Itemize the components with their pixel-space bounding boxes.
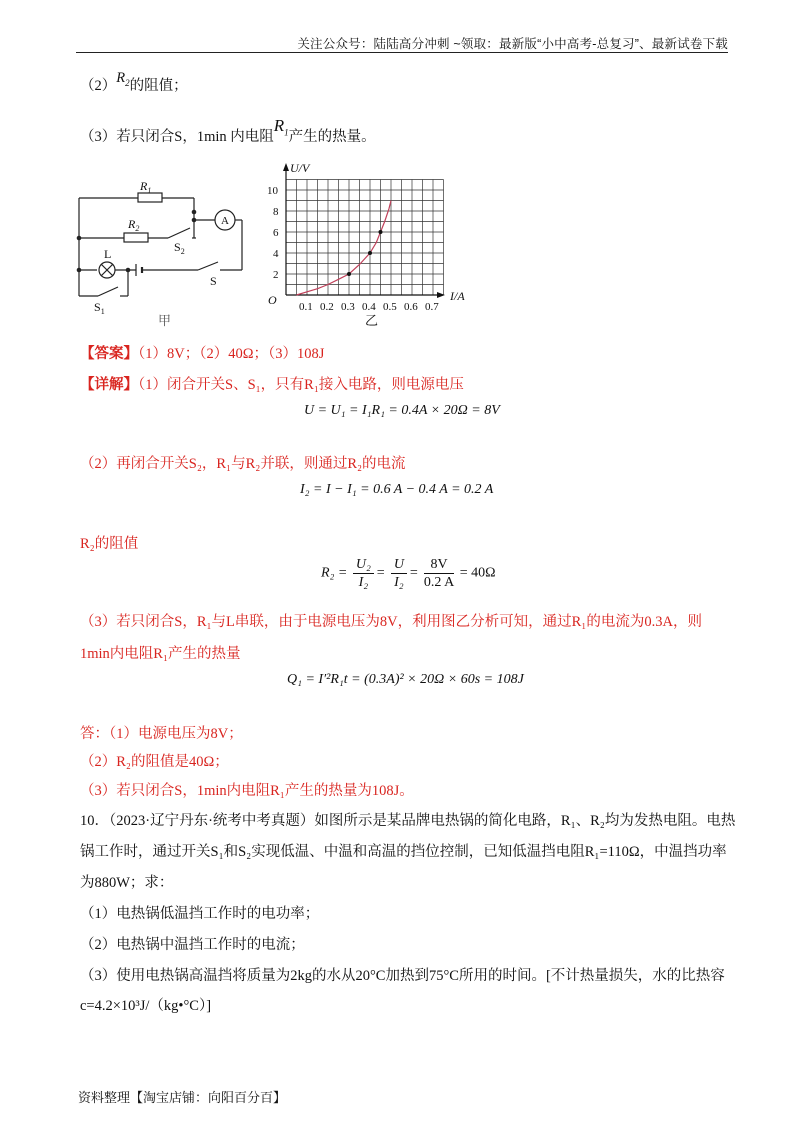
detail-tag: 【详解】: [80, 377, 138, 393]
equation-1: U = U₁ = I₁R₁ = 0.4A × 20Ω = 8V: [304, 403, 500, 418]
curve-point: [379, 230, 383, 234]
svg-text:R1: [139, 179, 151, 195]
ui-curve: [297, 201, 392, 296]
fraction-2: $\frac{U}{\text{I₂}}$: [391, 556, 407, 591]
y-tick-label: 2: [273, 269, 279, 281]
x-tick-label: 0.4: [362, 301, 376, 313]
detail-line-1-text: （1）闭合开关S、S₁，只有R₁接入电路，则电源电压: [138, 377, 464, 393]
graph-caption: 乙: [365, 313, 379, 328]
question-10-sub-4: c=4.2×10³J/（kg•°C）]: [80, 998, 212, 1014]
fraction-1: $\frac{\text{U₂}}{\text{I₂}}$: [353, 556, 374, 591]
svg-text:R2: [127, 217, 139, 233]
x-tick-label: 0.5: [383, 301, 397, 313]
label-ammeter: A: [221, 215, 229, 227]
question-3-text: （3）若只闭合S，1min 内电阻: [80, 129, 274, 145]
fraction-3: $\frac{8V}{0.2 A}$: [423, 557, 455, 590]
detail-line-1: [80, 373, 464, 394]
origin-label: O: [268, 293, 277, 307]
conclusion-3: （3）若只闭合S，1min内电阻R₁产生的热量为108J。: [80, 783, 414, 799]
y-tick-label: 6: [273, 227, 279, 239]
curve-point: [368, 251, 372, 255]
question-3-tail: 产生的热量。: [288, 129, 376, 145]
label-r2-sub: 2: [135, 224, 140, 233]
conclusion-2: （2）R₂的阻值是40Ω；: [80, 754, 229, 770]
circuit-caption: 甲: [158, 313, 172, 328]
equation-4: Q₁ = I′²R₁t = (0.3A)² × 20Ω × 60s = 108J: [287, 672, 524, 687]
question-2: [80, 70, 188, 96]
detail-line-5: 1min内电阻R₁产生的热量: [80, 646, 241, 662]
r2-symbol: $R_2$: [116, 70, 130, 88]
equation-3: R₂ = $\frac{\text{U₂}}{\text{I₂}}$ = $\frac{U}{\text{I₂}}$ = $\frac{8V}{0.2 A}$ = 40Ω: [321, 557, 496, 590]
svg-text:S2: [174, 240, 185, 256]
label-s2: S: [174, 240, 181, 254]
header-notice: 关注公众号：陆陆高分冲刺 ~领取：最新版“小中高考-总复习”、最新试卷下载: [297, 37, 728, 51]
answer-text: （1）8V；（2）40Ω；（3）108J: [138, 346, 325, 362]
question-10-sub-2: （2）电热锅中温挡工作时的电流；: [80, 937, 305, 953]
label-s1: S: [94, 300, 101, 314]
label-r1-sub: 1: [147, 186, 152, 195]
y-tick-label: 4: [273, 248, 279, 260]
equation-2: I₂ = I − I₁ = 0.6 A − 0.4 A = 0.2 A: [300, 482, 494, 497]
question-10-sub-1: （1）电热锅低温挡工作时的电功率；: [80, 906, 320, 922]
footer-text: 资料整理【淘宝店铺：向阳百分百】: [78, 1090, 287, 1105]
resistor-r2: [124, 233, 148, 242]
x-tick-label: 0.6: [404, 301, 418, 313]
header-divider: [76, 52, 728, 53]
x-tick-label: 0.1: [299, 301, 313, 313]
y-tick-label: 10: [267, 185, 278, 197]
curve-point: [347, 272, 351, 276]
conclusion-1: 答：（1）电源电压为8V；: [80, 726, 243, 742]
question-10-line-1: 10．（2023·辽宁丹东·统考中考真题）如图所示是某品牌电热锅的简化电路，R₁、R₂均为发热电阻。电热: [80, 813, 736, 829]
detail-line-4: （3）若只闭合S，R₁与L串联，由于电源电压为8V，利用图乙分析可知，通过R₁的电流为0.3A，则: [80, 614, 702, 630]
x-tick-label: 0.2: [320, 301, 334, 313]
equation-3-rhs: = 40Ω: [459, 565, 496, 581]
question-3: [80, 116, 376, 147]
svg-text:S1: [94, 300, 105, 316]
label-lamp: L: [104, 247, 112, 261]
x-tick-label: 0.3: [341, 301, 355, 313]
y-axis-label: U/V: [290, 161, 310, 175]
question-2-text: 的阻值；: [129, 78, 188, 94]
question-2-number: （2）: [80, 78, 117, 94]
detail-line-2: （2）再闭合开关S₂，R₁与R₂并联，则通过R₂的电流: [80, 456, 406, 472]
x-axis-label: I/A: [450, 289, 465, 303]
label-s: S: [210, 274, 217, 288]
detail-line-3: R₂的阻值: [80, 536, 139, 552]
r1-symbol: $R_1$: [273, 116, 289, 138]
question-10-line-3: 为880W；求：: [80, 875, 174, 891]
question-10-line-2: 锅工作时，通过开关S₁和S₂实现低温、中温和高温的挡位控制，已知低温挡电阻R₁=110Ω，中温挡功率: [80, 844, 727, 860]
question-10-sub-3: （3）使用电热锅高温挡将质量为2kg的水从20°C加热到75°C所用的时间。[不计热量损失，水的比热容: [80, 968, 725, 984]
equation-3-lhs: R₂ =: [321, 565, 348, 581]
label-r1: R: [140, 179, 148, 193]
circuit-diagram: [70, 172, 250, 322]
ui-graph: [262, 158, 492, 330]
answer-line: [80, 342, 324, 363]
label-r2: R: [128, 217, 136, 231]
y-tick-label: 8: [273, 206, 279, 218]
label-s1-sub: 1: [100, 307, 105, 316]
label-s2-sub: 2: [180, 247, 185, 256]
answer-tag: 【答案】: [80, 346, 138, 362]
x-tick-label: 0.7: [425, 301, 439, 313]
